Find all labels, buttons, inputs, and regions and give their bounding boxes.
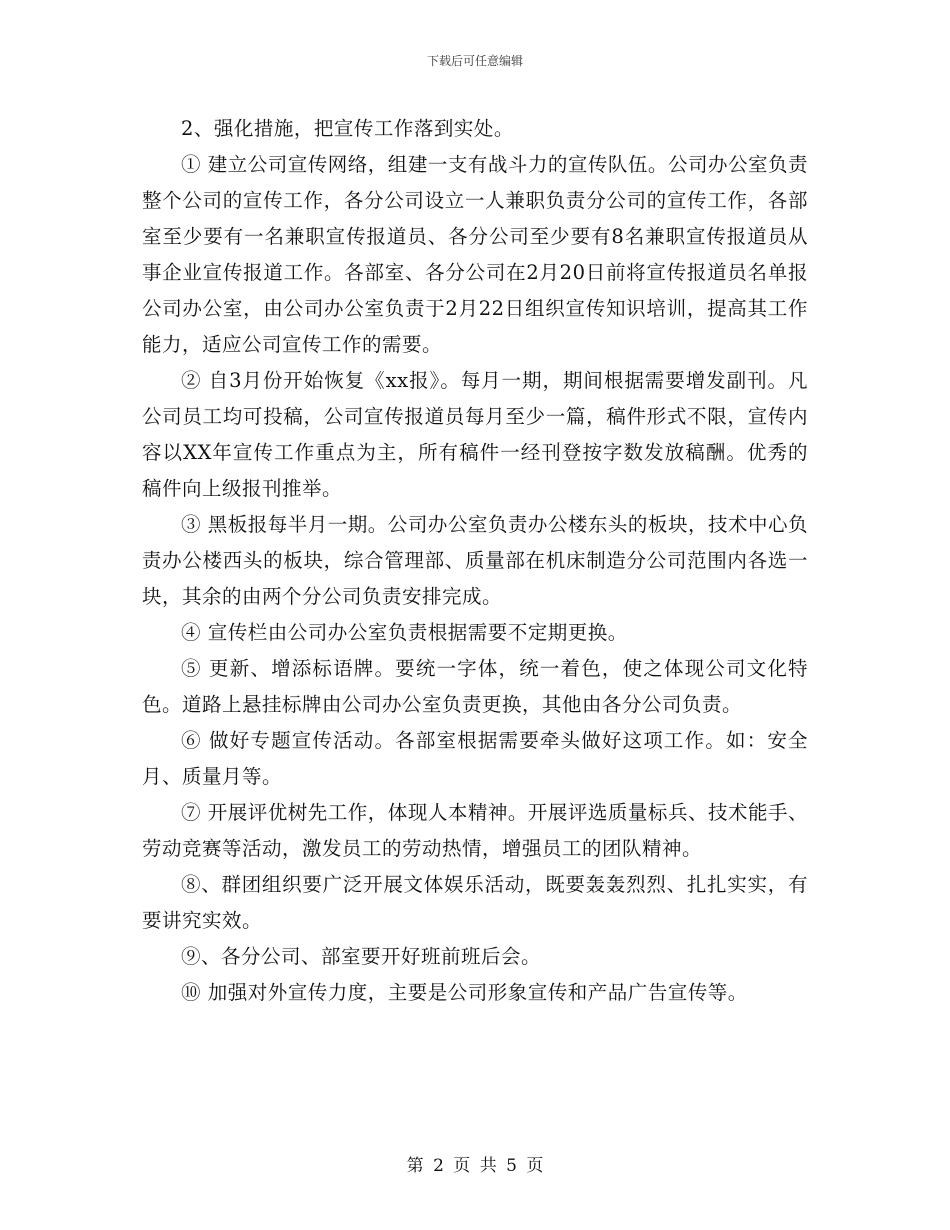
- paragraph-item-8: ⑧、群团组织要广泛开展文体娱乐活动，既要轰轰烈烈、扎扎实实，有要讲究实效。: [142, 873, 808, 932]
- paragraph-item-4: ④ 宣传栏由公司办公室负责根据需要不定期更换。: [181, 621, 628, 644]
- paragraph-item-9: ⑨、各分公司、部室要开好班前班后会。: [181, 945, 542, 968]
- paragraph-item-10: ⑩ 加强对外宣传力度，主要是公司形象宣传和产品广告宣传等。: [181, 981, 748, 1004]
- paragraph-item-5: ⑤ 更新、增添标语牌。要统一字体，统一着色，使之体现公司文化特色。道路上悬挂标牌由公司办公室负责更换，其他由各分公司负责。: [142, 657, 808, 716]
- document-body: [142, 111, 808, 1011]
- page-header: 下载后可任意编辑: [426, 54, 523, 68]
- paragraph-item-3: ③ 黑板报每半月一期。公司办公室负责办公楼东头的板块，技术中心负责办公楼西头的板块，综合管理部、质量部在机床制造分公司范围内各选一块，其余的由两个分公司负责安排完成。: [142, 513, 808, 608]
- paragraph-item-1: ① 建立公司宣传网络，组建一支有战斗力的宣传队伍。公司办公室负责整个公司的宣传工作，各分公司设立一人兼职负责分公司的宣传工作，各部室至少要有一名兼职宣传报道员、各分公司至少要有8名兼职宣传报道员从事企业宣传报道工作。各部室、各分公司在2月20日前将宣传报道员名单报公司办公室，由公司办公室负责于2月22日组织宣传知识培训，提高其工作能力，适应公司宣传工作的需要。: [142, 153, 808, 356]
- section-heading: 2、强化措施，把宣传工作落到实处。: [181, 117, 514, 140]
- paragraph-item-2: ② 自3月份开始恢复《xx报》。每月一期，期间根据需要增发副刊。凡公司员工均可投稿，公司宣传报道员每月至少一篇，稿件形式不限，宣传内容以XX年宣传工作重点为主，所有稿件一经刊登按字数发放稿酬。优秀的稿件向上级报刊推举。: [142, 369, 808, 500]
- paragraph-item-6: ⑥ 做好专题宣传活动。各部室根据需要牵头做好这项工作。如：安全月、质量月等。: [142, 729, 808, 788]
- page-number-footer: 第 2 页 共 5 页: [406, 1156, 544, 1176]
- paragraph-item-7: ⑦ 开展评优树先工作，体现人本精神。开展评选质量标兵、技术能手、劳动竞赛等活动，激发员工的劳动热情，增强员工的团队精神。: [142, 801, 808, 860]
